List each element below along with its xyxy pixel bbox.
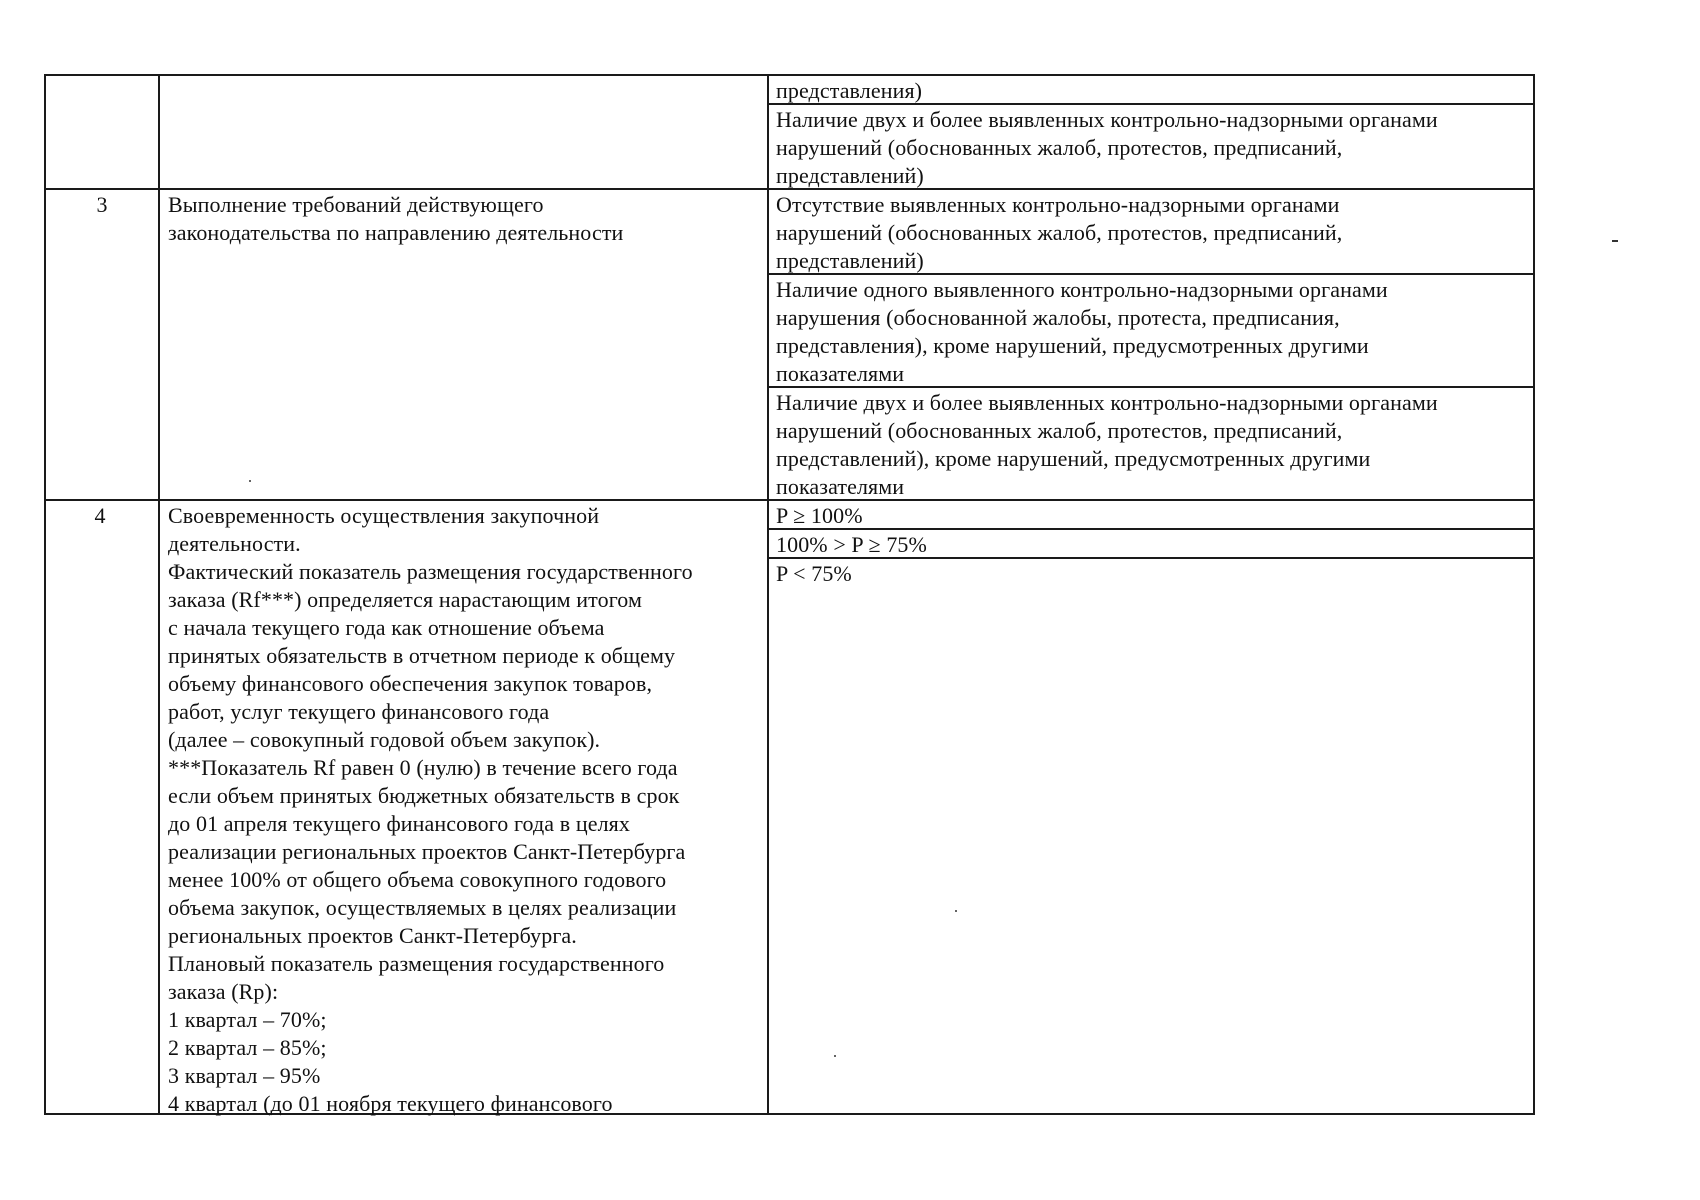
table-row-3-criterion-1: Отсутствие выявленных контрольно-надзорными органами нарушений (обоснованных жалоб, протестов, предписаний, представлений) [776,192,1343,273]
table-row-4-criterion-3: P < 75% [776,561,852,586]
table-row-3-criterion-3: Наличие двух и более выявленных контрольно-надзорными органами нарушений (обоснованных жалоб, протестов, предписаний, представлений), кроме нарушений, предусмотренных другими показателями [776,390,1438,499]
table-row-3-number: 3 [96,192,108,217]
table-row-4-description: Своевременность осуществления закупочной деятельности. Фактический показатель размещения государственного заказа (Rf***) определяется нарастающим итогом с начала текущего года как отношение объема принятых обязательств в отчетном периоде к общему объему финансового обеспечения закупок товаров, работ, услуг текущего финансового года (далее – совокупный годовой объем закупок). ***Показатель Rf равен 0 (нулю) в течение всего года если объем принятых бюджетных обязательств в срок до 01 апреля текущего финансового года в целях реализации региональных проектов Санкт-Петербурга менее 100% от общего объема совокупного годового объема закупок, осуществляемых в целях реализации региональных проектов Санкт-Петербурга. Плановый показатель размещения государственного заказа (Rp): 1 квартал – 70%; 2 квартал – 85%; 3 квартал – 95% 4 квартал (до 01 ноября текущего финансового [168,503,693,1116]
scan-mark [1612,240,1618,242]
table-row-3-description: Выполнение требований действующего законодательства по направлению деятельности [168,192,624,245]
table-row-4-criterion-1: P ≥ 100% [776,503,863,528]
table-border-left [44,74,46,1113]
scan-speck [834,1055,836,1057]
table-column-divider-2 [767,74,769,1113]
table-border-right [1533,74,1535,1113]
scan-speck [249,480,251,482]
table-row-4-criterion-2: 100% > P ≥ 75% [776,532,927,557]
table-row-3-criterion-2: Наличие одного выявленного контрольно-надзорными органами нарушения (обоснованной жалобы, протеста, предписания, представления), кроме нарушений, предусмотренных другими показателями [776,277,1388,386]
table-border-top [44,74,1535,76]
table-column-divider-1 [158,74,160,1113]
table-row-1-criterion-1: представления) [776,78,923,103]
table-row-4-number: 4 [94,503,106,528]
table-row-1-criterion-2: Наличие двух и более выявленных контрольно-надзорными органами нарушений (обоснованных жалоб, протестов, предписаний, представлений) [776,107,1438,188]
scan-speck [955,910,957,912]
